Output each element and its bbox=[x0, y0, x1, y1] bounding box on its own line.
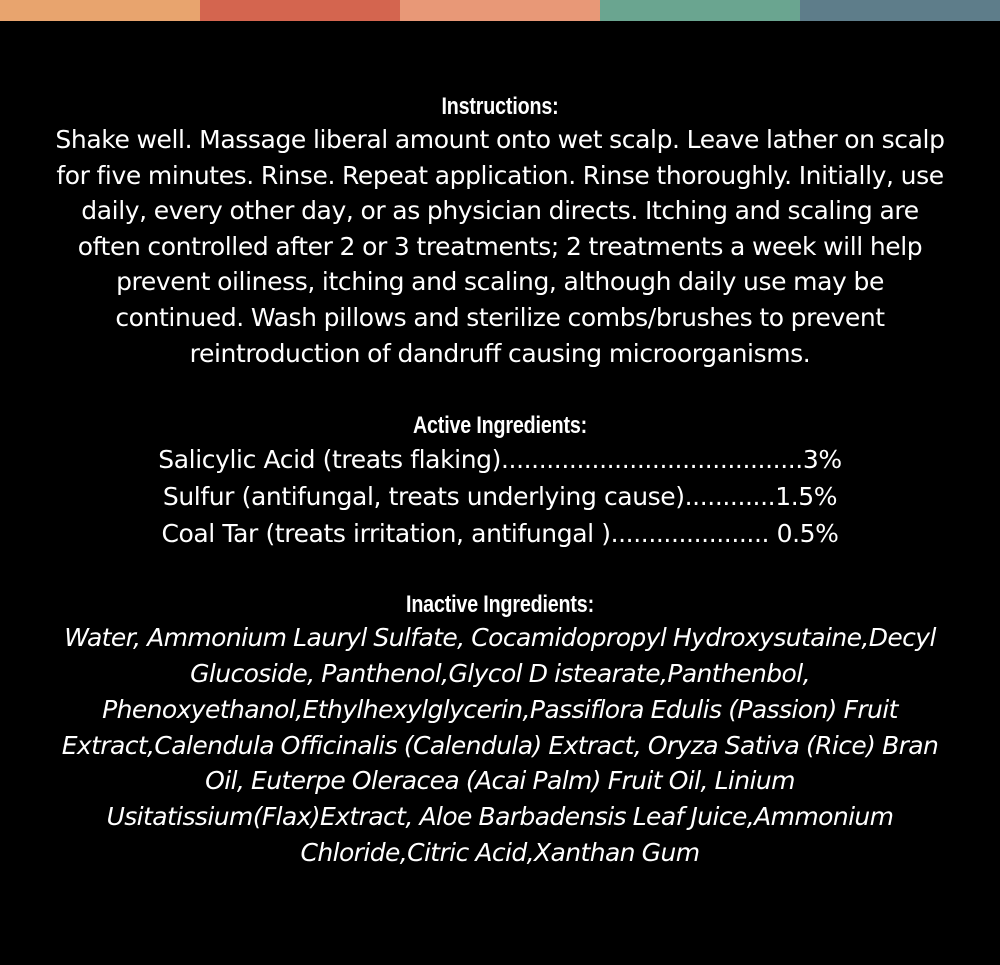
inactive-ingredients-section bbox=[0, 590, 1000, 871]
active-ingredients-list bbox=[0, 441, 1000, 552]
instructions-section bbox=[0, 92, 1000, 371]
color-bar-segment-5 bbox=[800, 0, 1000, 21]
active-ingredient-row: Salicylic Acid (treats flaking)........................................3% bbox=[158, 445, 842, 475]
top-color-bar bbox=[0, 0, 1000, 21]
active-ingredients-heading: Active Ingredients: bbox=[412, 412, 588, 440]
color-bar-segment-2 bbox=[200, 0, 400, 21]
color-bar-segment-1 bbox=[0, 0, 200, 21]
active-ingredients-section bbox=[0, 411, 1000, 552]
instructions-heading: Instructions: bbox=[441, 93, 559, 120]
active-ingredient-row: Coal Tar (treats irritation, antifungal )..................... 0.5% bbox=[161, 519, 839, 549]
color-bar-segment-4 bbox=[600, 0, 800, 21]
active-ingredient-row: Sulfur (antifungal, treats underlying cause)............1.5% bbox=[162, 482, 838, 512]
instructions-text: Shake well. Massage liberal amount onto wet scalp. Leave lather on scalp for five minutes. Rinse. Repeat application. Rinse thoroughly. Initially, use daily, every other day, or as physician directs. Itching and scaling are often controlled after 2 or 3 treatments; 2 treatments a week will help prevent oiliness, itching and scaling, although daily use may be continued. Wash pillows and sterilize combs/brushes to prevent reintroduction of dandruff causing microorganisms. bbox=[55, 125, 945, 368]
color-bar-segment-3 bbox=[400, 0, 600, 21]
inactive-ingredients-text: Water, Ammonium Lauryl Sulfate, Cocamidopropyl Hydroxysutaine,Decyl Glucoside, Panthenol,Glycol D istearate,Panthenbol, Phenoxyethanol,Ethylhexylglycerin,Passiflora Edulis (Passion) Fruit Extract,Calendula Officinalis (Calendula) Extract, Oryza Sativa (Rice) Bran Oil, Euterpe Oleracea (Acai Palm) Fruit Oil, Linium Usitatissium(Flax)Extract, Aloe Barbadensis Leaf Juice,Ammonium Chloride,Citric Acid,Xanthan Gum bbox=[61, 623, 939, 867]
inactive-ingredients-heading: Inactive Ingredients: bbox=[406, 591, 594, 619]
label-content bbox=[0, 92, 1000, 871]
